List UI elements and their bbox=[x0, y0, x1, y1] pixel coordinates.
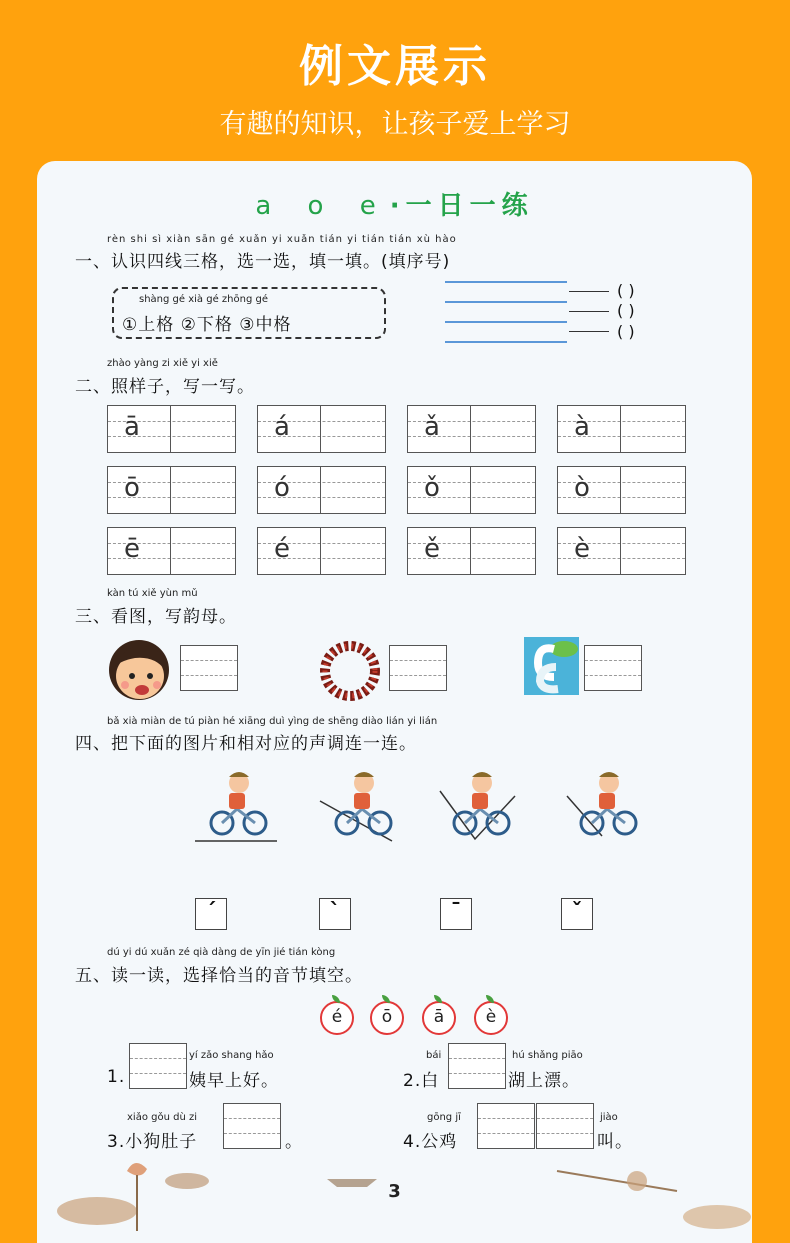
worksheet-page bbox=[37, 161, 752, 1243]
s5-title: 五、读一读，选择恰当的音节填空。 bbox=[75, 966, 363, 986]
writing-grid[interactable] bbox=[407, 405, 536, 453]
writing-grid[interactable] bbox=[107, 527, 236, 575]
four-line-3 bbox=[445, 321, 567, 323]
s1-pinyin: rèn shi sì xiàn sān gé xuǎn yi xuǎn tián yi tián tián xù hào bbox=[107, 234, 457, 245]
q2-answer-box[interactable] bbox=[448, 1043, 506, 1089]
q1-answer-box[interactable] bbox=[129, 1043, 187, 1089]
tone-letter: á bbox=[274, 412, 290, 442]
writing-grid[interactable] bbox=[557, 466, 686, 514]
writing-grid[interactable] bbox=[557, 405, 686, 453]
four-line-1 bbox=[445, 281, 567, 283]
q1-text: 姨早上好。 bbox=[189, 1071, 279, 1091]
s1-options-pinyin: shàng gé xià gé zhōng gé bbox=[139, 294, 268, 305]
tone-letter: ō bbox=[124, 473, 140, 503]
q1-number: 1. bbox=[107, 1067, 126, 1087]
q2-pinyin-a: bái bbox=[426, 1050, 442, 1061]
writing-grid[interactable] bbox=[257, 405, 386, 453]
tone-letter: ā bbox=[124, 412, 140, 442]
s4-title: 四、把下面的图片和相对应的声调连一连。 bbox=[75, 734, 417, 754]
q4-answer-box-1[interactable] bbox=[477, 1103, 535, 1149]
arrow-2 bbox=[569, 311, 609, 312]
four-line-4 bbox=[445, 341, 567, 343]
q2-text: 湖上漂。 bbox=[508, 1071, 580, 1091]
tone-letter: ē bbox=[124, 534, 140, 564]
writing-grid[interactable] bbox=[557, 527, 686, 575]
s1-title: 一、认识四线三格，选一选，填一填。(填序号) bbox=[75, 252, 451, 272]
q3-text: 3.小狗肚子 bbox=[107, 1132, 198, 1152]
heading-latin: a o e bbox=[255, 191, 390, 221]
tone-letter: ò bbox=[574, 473, 590, 503]
wreath-picture bbox=[317, 638, 383, 704]
answer-paren-2[interactable]: ( ) bbox=[617, 301, 635, 320]
s4-pinyin: bǎ xià miàn de tú piàn hé xiāng duì yìng de shēng diào lián yi lián bbox=[107, 716, 438, 727]
tone-card-dip[interactable]: ˇ bbox=[561, 898, 593, 930]
q4-pinyin-b: jiào bbox=[600, 1112, 618, 1123]
arrow-1 bbox=[569, 291, 609, 292]
q2-number: 2.白 bbox=[403, 1071, 440, 1091]
cyclist-picture bbox=[312, 761, 412, 851]
writing-grid[interactable] bbox=[107, 405, 236, 453]
s1-options: ①上格 ②下格 ③中格 bbox=[122, 315, 292, 335]
goose-picture bbox=[524, 637, 579, 695]
cyclist-picture bbox=[557, 761, 657, 851]
apple-choice-1[interactable]: é bbox=[320, 1001, 354, 1035]
writing-grid[interactable] bbox=[107, 466, 236, 514]
banner-header bbox=[0, 0, 790, 160]
answer-box-girl[interactable] bbox=[180, 645, 238, 691]
q4-answer-box-2[interactable] bbox=[536, 1103, 594, 1149]
answer-box-wreath[interactable] bbox=[389, 645, 447, 691]
writing-grid[interactable] bbox=[257, 527, 386, 575]
s2-pinyin: zhào yàng zi xiě yi xiě bbox=[107, 358, 218, 369]
arrow-3 bbox=[569, 331, 609, 332]
q4-text: 4.公鸡 bbox=[403, 1132, 458, 1152]
tone-card-rising[interactable]: ˊ bbox=[195, 898, 227, 930]
apple-choice-2[interactable]: ō bbox=[370, 1001, 404, 1035]
page-number: 3 bbox=[388, 1181, 401, 1202]
s2-title: 二、照样子，写一写。 bbox=[75, 377, 255, 397]
tone-card-level[interactable]: ˉ bbox=[440, 898, 472, 930]
answer-paren-3[interactable]: ( ) bbox=[617, 322, 635, 341]
tone-letter: ě bbox=[424, 534, 440, 564]
answer-box-goose[interactable] bbox=[584, 645, 642, 691]
four-line-2 bbox=[445, 301, 567, 303]
writing-grid[interactable] bbox=[257, 466, 386, 514]
tone-card-falling[interactable]: ˋ bbox=[319, 898, 351, 930]
q3-pinyin: xiǎo gǒu dù zi bbox=[127, 1112, 197, 1123]
q2-pinyin-b: hú shǎng piāo bbox=[512, 1050, 583, 1061]
q3-end: 。 bbox=[285, 1132, 303, 1152]
banner-title: 例文展示 bbox=[299, 41, 491, 92]
q4-end: 叫。 bbox=[597, 1132, 633, 1152]
tone-letter: ó bbox=[274, 473, 290, 503]
apple-choice-4[interactable]: è bbox=[474, 1001, 508, 1035]
heading-cn: ·一日一练 bbox=[389, 191, 534, 221]
s3-pinyin: kàn tú xiě yùn mǔ bbox=[107, 588, 198, 599]
writing-grid[interactable] bbox=[407, 527, 536, 575]
answer-paren-1[interactable]: ( ) bbox=[617, 281, 635, 300]
banner-subtitle: 有趣的知识，让孩子爱上学习 bbox=[219, 109, 571, 140]
cyclist-picture bbox=[187, 761, 287, 851]
tone-letter: è bbox=[574, 534, 590, 564]
q4-pinyin-a: gōng jī bbox=[427, 1112, 461, 1123]
q3-answer-box[interactable] bbox=[223, 1103, 281, 1149]
s5-pinyin: dú yi dú xuǎn zé qià dàng de yīn jié tián kòng bbox=[107, 947, 336, 958]
tone-letter: é bbox=[274, 534, 290, 564]
girl-face-picture bbox=[105, 636, 173, 704]
s3-title: 三、看图，写韵母。 bbox=[75, 607, 237, 627]
cyclist-picture bbox=[430, 761, 530, 851]
tone-letter: à bbox=[574, 412, 590, 442]
tone-letter: ǒ bbox=[424, 473, 440, 503]
apple-choice-3[interactable]: ā bbox=[422, 1001, 456, 1035]
tone-letter: ǎ bbox=[424, 412, 440, 442]
q1-pinyin: yí zǎo shang hǎo bbox=[189, 1050, 274, 1061]
page-heading bbox=[37, 185, 752, 222]
writing-grid[interactable] bbox=[407, 466, 536, 514]
